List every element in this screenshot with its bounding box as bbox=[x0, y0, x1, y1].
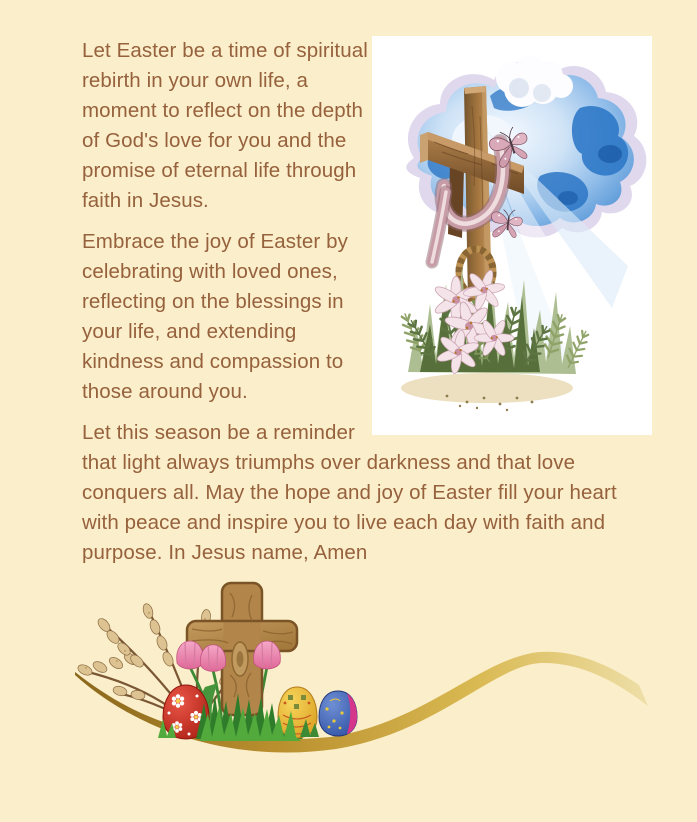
yellow-egg-icon bbox=[278, 687, 317, 738]
paragraph-3 bbox=[82, 418, 630, 568]
easter-decoration bbox=[0, 575, 697, 822]
text-wrap-notch bbox=[374, 418, 630, 440]
blue-egg-icon bbox=[319, 687, 359, 737]
paragraph-3-text: Let this season be a reminder that light always triumphs over darkness and that love conquers all. May the hope and joy of Easter fill your heart with peace and inspire you to live each day with faith and purpose. In Jesus name, Amen bbox=[82, 421, 617, 564]
paragraph-1: Let Easter be a time of spiritual rebirth in your own life, a moment to reflect on the depth of God's love for you and the promise of eternal life through faith in Jesus. bbox=[82, 39, 368, 212]
paragraph-2: Embrace the joy of Easter by celebrating with loved ones, reflecting on the blessings in your life, and extending kindness and compassion to those around you. bbox=[82, 230, 349, 403]
easter-decoration-illustration bbox=[0, 575, 697, 822]
